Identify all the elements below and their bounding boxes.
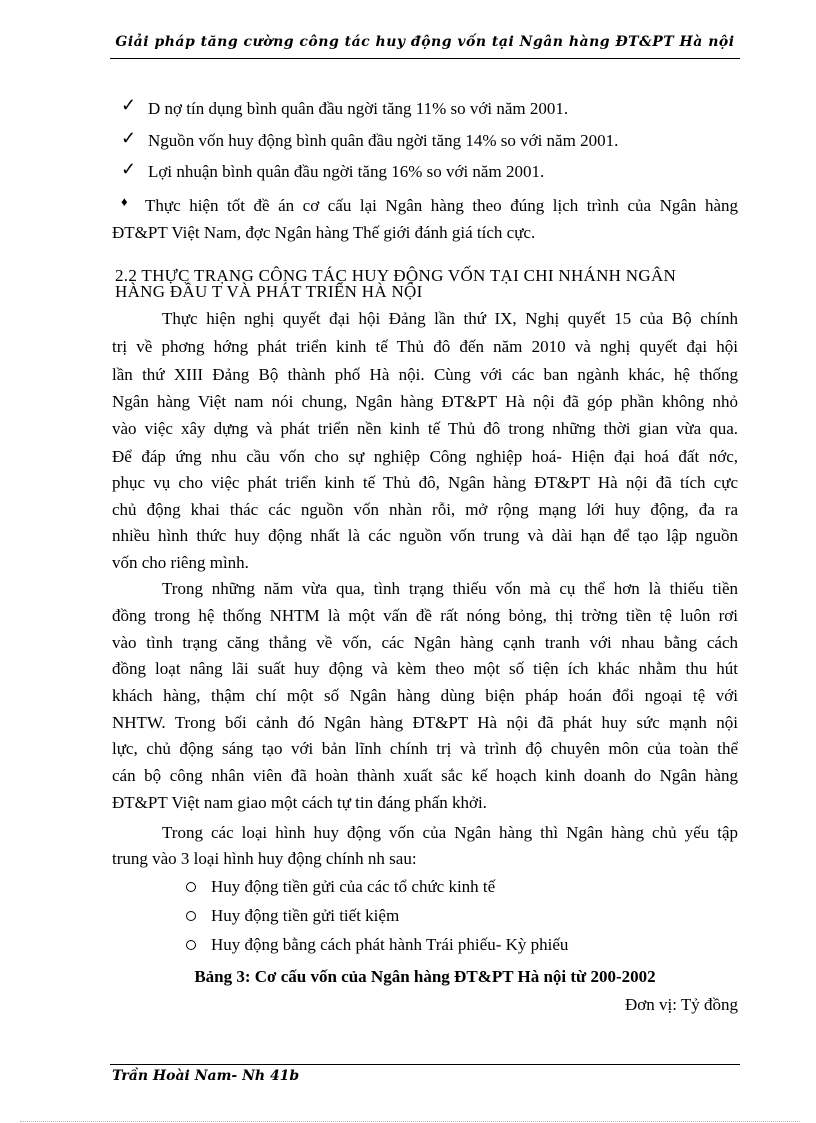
paragraph-line: nhiều hình thức huy động nhất là các nguồn vốn trung và dài hạn để tạo lập nguồn bbox=[112, 526, 738, 545]
footer-divider bbox=[110, 1064, 740, 1065]
paragraph-line: ĐT&PT Việt nam giao một cách tự tin đáng phấn khởi. bbox=[112, 793, 487, 812]
check-icon: ✓ bbox=[121, 95, 137, 115]
bullet-item: Lợi nhuận bình quân đầu ngời tăng 16% so với năm 2001. bbox=[148, 162, 545, 181]
list-item: Huy động tiền gửi tiết kiệm bbox=[211, 906, 400, 925]
page-header: Giải pháp tăng cường công tác huy động vốn tại Ngân hàng ĐT&PT Hà nội bbox=[115, 34, 735, 50]
bullet-item: Nguồn vốn huy động bình quân đầu ngời tăng 14% so với năm 2001. bbox=[148, 131, 619, 150]
paragraph-line: đồng trong hệ thống NHTM là một vấn đề rất nóng bỏng, thị trờng tiền tệ luôn rơi bbox=[112, 606, 738, 625]
paragraph-line: khách hàng, thậm chí một số Ngân hàng dùng biện pháp hoán đổi ngoại tệ với bbox=[112, 686, 738, 705]
paragraph-line: lực, chủ động sáng tạo với bản lĩnh chính trị và trình độ chuyên môn của toàn thể bbox=[112, 739, 738, 758]
check-icon: ✓ bbox=[121, 159, 137, 179]
page-edge bbox=[20, 1121, 800, 1122]
paragraph-line: đồng loạt nâng lãi suất huy động và kèm theo một số tiện ích khác nhằm thu hút bbox=[112, 659, 738, 678]
paragraph-line: Thực hiện nghị quyết đại hội Đảng lần thứ IX, Nghị quyết 15 của Bộ chính bbox=[162, 309, 738, 328]
circle-bullet-icon bbox=[186, 940, 196, 950]
section-title: 2.2 THỰC TRẠNG CÔNG TÁC HUY ĐỘNG VỐN TẠI CHI NHÁNH NGÂN bbox=[115, 266, 677, 285]
paragraph-line: vào việc xây dựng và phát triển nền kinh tế Thủ đô trong những thời gian vừa qua. bbox=[112, 419, 738, 438]
paragraph-line: ĐT&PT Việt Nam, đợc Ngân hàng Thế giới đánh giá tích cực. bbox=[112, 223, 536, 242]
paragraph-line: NHTW. Trong bối cảnh đó Ngân hàng ĐT&PT Hà nội đã phát huy sức mạnh nội bbox=[112, 713, 738, 732]
page-footer: Trần Hoài Nam- Nh 41b bbox=[112, 1068, 300, 1084]
check-icon: ✓ bbox=[121, 128, 137, 148]
paragraph-line: Thực hiện tốt đề án cơ cấu lại Ngân hàng theo đúng lịch trình của Ngân hàng bbox=[145, 196, 738, 215]
circle-bullet-icon bbox=[186, 882, 196, 892]
paragraph-line: trung vào 3 loại hình huy động chính nh sau: bbox=[112, 849, 417, 868]
diamond-bullet-icon: ♦ bbox=[121, 194, 128, 209]
paragraph-line: vào tình trạng căng thẳng về vốn, các Ngân hàng cạnh tranh với nhau bằng cách bbox=[112, 633, 738, 652]
header-divider bbox=[110, 58, 740, 59]
paragraph-line: Ngân hàng Việt nam nói chung, Ngân hàng ĐT&PT Hà nội đã góp phần không nhỏ bbox=[112, 392, 738, 411]
paragraph-line: vốn cho riêng mình. bbox=[112, 553, 249, 572]
paragraph-line: Để đáp ứng nhu cầu vốn cho sự nghiệp Công nghiệp hoá- Hiện đại hoá đất nớc, bbox=[112, 447, 738, 466]
paragraph-line: phục vụ cho việc phát triển kinh tế Thủ đô, Ngân hàng ĐT&PT Hà nội đã tích cực bbox=[112, 473, 738, 492]
circle-bullet-icon bbox=[186, 911, 196, 921]
section-title: HÀNG ĐẦU T VÀ PHÁT TRIỂN HÀ NỘI bbox=[115, 282, 423, 301]
list-item: Huy động bằng cách phát hành Trái phiếu- Kỳ phiếu bbox=[211, 935, 569, 954]
paragraph-line: Trong các loại hình huy động vốn của Ngân hàng thì Ngân hàng chủ yếu tập bbox=[162, 823, 738, 842]
bullet-item: D nợ tín dụng bình quân đầu ngời tăng 11% so với năm 2001. bbox=[148, 99, 569, 118]
paragraph-line: cán bộ công nhân viên đã hoàn thành xuất sắc kế hoạch kinh doanh do Ngân hàng bbox=[112, 766, 738, 785]
paragraph-line: trị về phơng hớng phát triển kinh tế Thủ đô đến năm 2010 và nghị quyết đại hội bbox=[112, 337, 738, 356]
paragraph-line: chủ động khai thác các nguồn vốn nhàn rỗi, mở rộng mạng lới huy động, đa ra bbox=[112, 500, 738, 519]
paragraph-line: lần thứ XIII Đảng Bộ thành phố Hà nội. Cùng với các ban ngành khác, hệ thống bbox=[112, 365, 738, 384]
list-item: Huy động tiền gửi của các tổ chức kinh tế bbox=[211, 877, 496, 896]
unit-label: Đơn vị: Tỷ đồng bbox=[624, 995, 738, 1014]
paragraph-line: Trong những năm vừa qua, tình trạng thiếu vốn mà cụ thể hơn là thiếu tiền bbox=[162, 579, 738, 598]
table-caption: Bảng 3: Cơ cấu vốn của Ngân hàng ĐT&PT Hà nội từ 200-2002 bbox=[194, 967, 656, 986]
